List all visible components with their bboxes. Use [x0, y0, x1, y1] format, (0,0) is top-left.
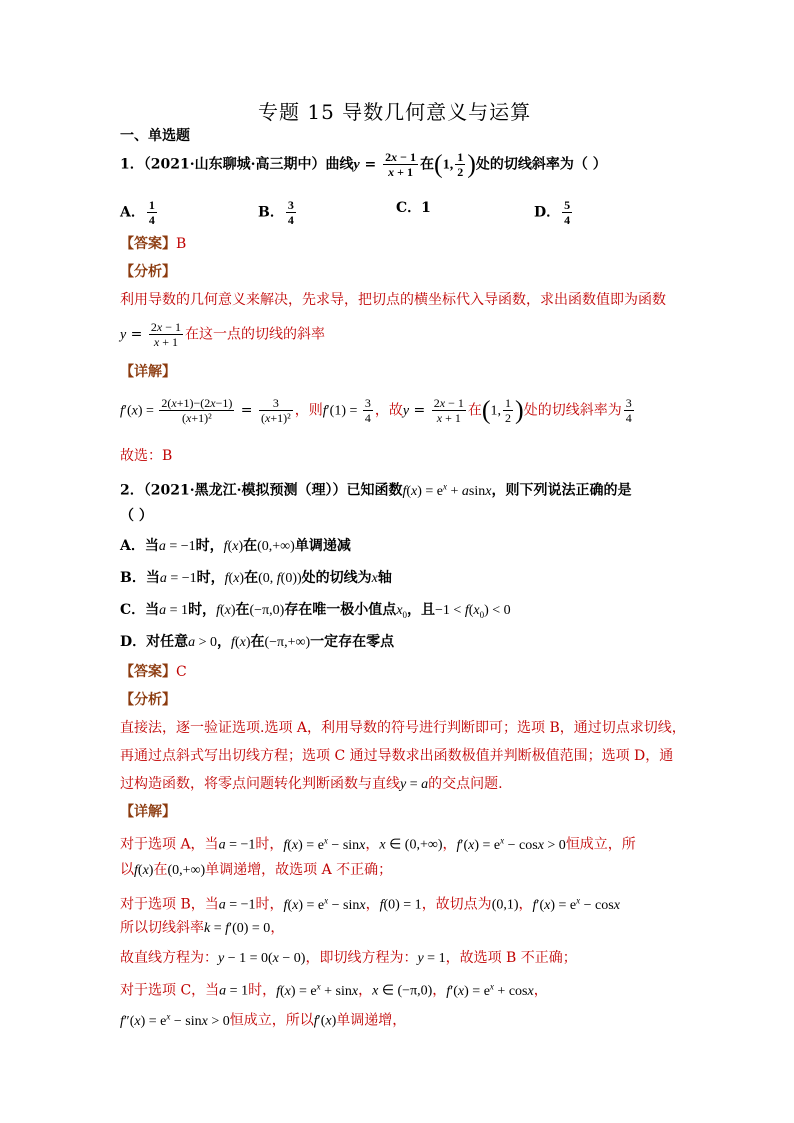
- q1-option-d: D． $\frac{5}{4}$: [534, 198, 571, 227]
- q2-analysis-line-1: 直接法，逐一验证选项.选项 A，利用导数的符号进行判断即可；选项 B，通过切点求切线，: [120, 720, 686, 736]
- q2-detail-line-1: 对于选项 A，当a = −1时，$f(x) = e^x - \sin x$，x ∈ (0,+∞)，$f'(x) = e^x - \cos x > 0$恒成立，所: [120, 835, 636, 853]
- q1-answer: 【答案】B: [120, 236, 187, 252]
- question-2-paren: （ ）: [120, 508, 153, 524]
- q1-detail-line: f′(x) = $\frac{2(x+1)-(2x-1)}{\text{(x+1)²}}$ = $\frac{3}{\text{(x+1)²}}$ ，则f′(1) = $\frac{3}{4}$ ，故y = $\frac{2x - 1}{x + 1}$ 在(1, $\frac{1}{2}$ )处的切线斜率为 $\frac{3}{4}$: [120, 395, 632, 425]
- q1-option-a: A． $\frac{1}{4}$: [120, 198, 155, 227]
- question-2-stem: 2．（2021·黑龙江·模拟预测（理））已知函数$f(x) = e^x + asinx$，则下列说法正确的是: [120, 481, 632, 499]
- page-title: 专题 15 导数几何意义与运算: [258, 100, 532, 124]
- q2-analysis-line-3: 过构造函数，将零点问题转化判断函数与直线y = a的交点问题.: [120, 776, 503, 792]
- q1-option-b: B． $\frac{3}{4}$: [258, 198, 294, 227]
- question-1-stem: 1．（2021·山东聊城·高三期中）曲线y = $\frac{2x - 1}{x + 1}$ 在(1, $\frac{1}{2}$ )处的切线斜率为（ ）: [120, 149, 607, 179]
- q1-analysis-tag: 【分析】: [120, 264, 176, 280]
- q1-choose: 故选：B: [120, 448, 173, 464]
- section-heading: 一、单选题: [120, 128, 190, 144]
- q1-analysis-line-2: y = $\frac{2x - 1}{x + 1}$ 在这一点的切线的斜率: [120, 320, 325, 349]
- fraction: $\frac{2x - 1}{x + 1}$: [385, 150, 417, 179]
- q2-option-d: D．对任意a > 0，f(x)在(−π,+∞)一定存在零点: [120, 634, 395, 650]
- q1-analysis-line-1: 利用导数的几何意义来解决，先求导，把切点的横坐标代入导函数，求出函数值即为函数: [120, 292, 666, 308]
- q2-option-a: A．当a = −1时，f(x)在(0,+∞)单调递减: [120, 538, 351, 554]
- q2-detail-line-3: 对于选项 B，当a = −1时，$f(x) = e^x - \sin x$，f(0) = 1，故切点为(0,1)，$f'(x) = e^x - \cos x$: [120, 895, 620, 913]
- q2-detail-line-4: 所以切线斜率k = f′(0) = 0，: [120, 920, 285, 936]
- q2-detail-line-6: 对于选项 C，当a = 1时，$f(x) = e^x + \sin x$，x ∈ (−π,0)，$f'(x) = e^x + \cos x$，: [120, 981, 548, 999]
- q1-detail-tag: 【详解】: [120, 364, 176, 380]
- q2-detail-line-5: 故直线方程为：y − 1 = 0(x − 0)，即切线方程为：y = 1，故选项 B 不正确；: [120, 950, 577, 966]
- q2-detail-line-2: 以f(x)在(0,+∞)单调递增，故选项 A 不正确；: [120, 862, 393, 878]
- q1-option-c: C．1: [396, 200, 431, 216]
- q2-analysis-line-2: 再通过点斜式写出切线方程；选项 C 通过导数求出函数极值并判断极值范围；选项 D，通: [120, 748, 674, 764]
- q2-detail-line-7: $f''(x) = e^x - \sin x > 0$恒成立，所以f′(x)单调递增，: [120, 1011, 407, 1029]
- q2-option-b: B．当a = −1时，f(x)在(0, f(0))处的切线为x轴: [120, 570, 392, 586]
- q2-detail-tag: 【详解】: [120, 804, 176, 820]
- q2-answer: 【答案】C: [120, 664, 187, 680]
- q2-analysis-tag: 【分析】: [120, 692, 176, 708]
- q2-option-c: C．当a = 1时，f(x)在(−π,0)存在唯一极小值点$x_0$，且$-1 < f(x_0) < 0$: [120, 602, 511, 620]
